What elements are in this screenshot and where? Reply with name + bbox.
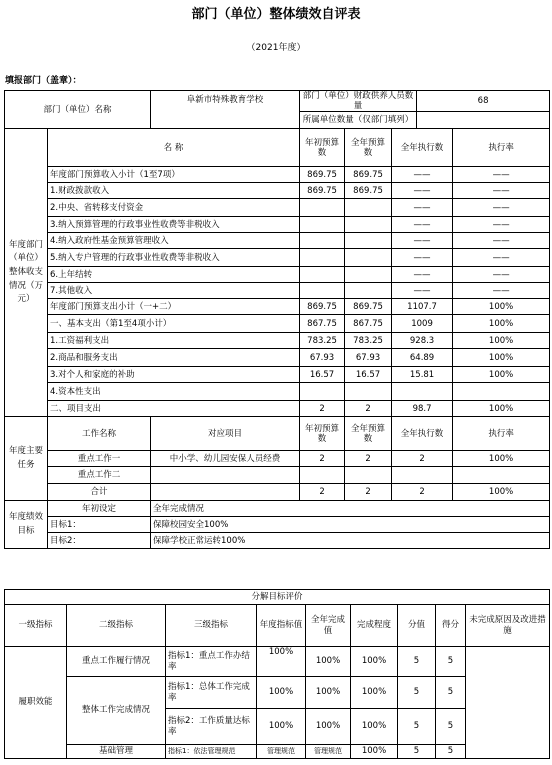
task-name: 重点工作二 (48, 467, 151, 484)
budget-row-initial (300, 383, 345, 401)
breakdown-reason (466, 647, 550, 759)
budget-row-actual: 64.89 (392, 349, 453, 367)
budget-row-actual: 98.7 (392, 401, 453, 417)
budget-row-rate: —— (453, 167, 550, 183)
table-row (5, 451, 550, 467)
breakdown-l2: 基础管理 (67, 745, 166, 759)
breakdown-target: 100% (257, 647, 306, 677)
table-row (5, 349, 550, 367)
task-initial: 2 (300, 451, 345, 467)
budget-col-rate: 执行率 (453, 129, 550, 167)
table-row (5, 283, 550, 299)
table-row (5, 249, 550, 267)
budget-row-actual: —— (392, 167, 453, 183)
table-row (5, 217, 550, 233)
budget-row-initial (300, 267, 345, 283)
breakdown-l3: 指标1：依法管理规范 (166, 745, 257, 759)
table-row (5, 484, 550, 501)
table-row (5, 647, 550, 677)
budget-row-actual: —— (392, 183, 453, 199)
goal-value: 保障校园安全100% (151, 517, 550, 533)
breakdown-target: 管理规范 (257, 745, 306, 759)
table-row (5, 517, 550, 533)
page-title: 部门（单位）整体绩效自评表 (191, 7, 361, 22)
table-row (5, 315, 550, 333)
budget-col-initial: 年初预算数 (300, 129, 345, 167)
task-name: 重点工作一 (48, 451, 151, 467)
table-row (5, 333, 550, 349)
table-row (5, 401, 550, 417)
tasks-section-label: 年度主要任务 (5, 417, 48, 501)
task-actual (392, 467, 453, 484)
goals-col-set: 年初设定 (48, 501, 151, 517)
table-row (5, 383, 550, 401)
budget-row-initial: 869.75 (300, 299, 345, 315)
budget-row-actual (392, 383, 453, 401)
budget-row-actual: —— (392, 283, 453, 299)
staff-count-label: 部门（单位）财政供养人员数量 (300, 91, 417, 112)
breakdown-l3: 指标2：工作质量达标率 (166, 709, 257, 745)
breakdown-target: 100% (257, 677, 306, 709)
budget-row-full (345, 217, 392, 233)
budget-row-full (345, 249, 392, 267)
breakdown-got: 5 (436, 709, 466, 745)
budget-row-name: 4.纳入政府性基金预算管理收入 (48, 233, 300, 249)
budget-row-name: 3.对个人和家庭的补助 (48, 367, 300, 383)
breakdown-got: 5 (436, 745, 466, 759)
budget-row-rate: 100% (453, 299, 550, 315)
breakdown-title: 分解目标评价 (5, 590, 550, 605)
task-total-initial: 2 (300, 484, 345, 501)
budget-row-initial (300, 199, 345, 217)
budget-row-rate: —— (453, 217, 550, 233)
task-rate: 100% (453, 451, 550, 467)
task-rate (453, 467, 550, 484)
table-row (5, 467, 550, 484)
tasks-col-rate: 执行率 (453, 417, 550, 451)
table-row (5, 199, 550, 217)
breakdown-done: 管理规范 (306, 745, 351, 759)
budget-row-name: 一、基本支出（第1至4项小计） (48, 315, 300, 333)
tasks-col-initial: 年初预算数 (300, 417, 345, 451)
breakdown-score: 5 (398, 677, 436, 709)
sub-unit-label: 所属单位数量（仅部门填列） (300, 112, 417, 129)
budget-row-name: 5.纳入专户管理的行政事业性收费等非税收入 (48, 249, 300, 267)
budget-row-name: 7.其他收入 (48, 283, 300, 299)
breakdown-l3: 指标1：总体工作完成率 (166, 677, 257, 709)
budget-row-full (345, 267, 392, 283)
budget-row-rate: —— (453, 267, 550, 283)
breakdown-score: 5 (398, 709, 436, 745)
budget-row-actual: 15.81 (392, 367, 453, 383)
budget-col-actual: 全年执行数 (392, 129, 453, 167)
budget-row-rate: 100% (453, 367, 550, 383)
table-row (5, 183, 550, 199)
budget-row-initial (300, 249, 345, 267)
tasks-col-name: 工作名称 (48, 417, 151, 451)
breakdown-score: 5 (398, 647, 436, 677)
budget-row-full: 67.93 (345, 349, 392, 367)
goal-label: 目标1： (48, 517, 151, 533)
budget-row-rate: 100% (453, 349, 550, 367)
breakdown-col-target: 年度指标值 (257, 605, 306, 647)
budget-row-full: 867.75 (345, 315, 392, 333)
budget-row-rate: 100% (453, 333, 550, 349)
budget-row-initial (300, 233, 345, 249)
budget-row-actual: 1009 (392, 315, 453, 333)
goal-label: 目标2： (48, 533, 151, 549)
evaluation-table (4, 90, 550, 549)
budget-row-initial: 869.75 (300, 183, 345, 199)
breakdown-target: 100% (257, 709, 306, 745)
task-total-rate: 100% (453, 484, 550, 501)
table-row (5, 367, 550, 383)
breakdown-col-l2: 二级指标 (67, 605, 166, 647)
budget-row-name: 2.中央、省转移支付资金 (48, 199, 300, 217)
budget-row-name: 年度部门预算支出小计（一+二） (48, 299, 300, 315)
breakdown-l3: 指标1：重点工作办结率 (166, 647, 257, 677)
budget-row-initial (300, 283, 345, 299)
budget-row-rate (453, 383, 550, 401)
budget-row-initial: 783.25 (300, 333, 345, 349)
breakdown-degree: 100% (351, 709, 398, 745)
dept-name-label: 部门（单位）名称 (5, 91, 151, 129)
tasks-col-full: 全年预算数 (345, 417, 392, 451)
breakdown-degree: 100% (351, 745, 398, 759)
filler-label: 填报部门（盖章）： (5, 76, 82, 86)
budget-row-rate: 100% (453, 315, 550, 333)
breakdown-col-l3: 三级指标 (166, 605, 257, 647)
budget-row-name: 年度部门预算收入小计（1至7项） (48, 167, 300, 183)
budget-row-name: 4.资本性支出 (48, 383, 300, 401)
breakdown-col-done: 全年完成值 (306, 605, 351, 647)
breakdown-col-reason: 未完成原因及改进措施 (466, 605, 550, 647)
task-total-full: 2 (345, 484, 392, 501)
breakdown-done: 100% (306, 677, 351, 709)
budget-row-actual: —— (392, 217, 453, 233)
budget-row-full: 869.75 (345, 299, 392, 315)
breakdown-col-l1: 一级指标 (5, 605, 67, 647)
budget-row-initial (300, 217, 345, 233)
budget-row-initial: 16.57 (300, 367, 345, 383)
budget-row-full: 869.75 (345, 183, 392, 199)
task-actual: 2 (392, 451, 453, 467)
budget-row-actual: —— (392, 249, 453, 267)
budget-row-name: 1.财政拨款收入 (48, 183, 300, 199)
breakdown-col-got: 得分 (436, 605, 466, 647)
budget-row-name: 6.上年结转 (48, 267, 300, 283)
budget-row-rate: —— (453, 283, 550, 299)
budget-row-actual: 928.3 (392, 333, 453, 349)
task-initial (300, 467, 345, 484)
goal-value: 保障学校正常运转100% (151, 533, 550, 549)
budget-row-full: 16.57 (345, 367, 392, 383)
budget-row-full (345, 383, 392, 401)
budget-row-name: 1.工资福利支出 (48, 333, 300, 349)
task-total-project (151, 484, 300, 501)
budget-col-name: 名 称 (48, 129, 300, 167)
breakdown-degree: 100% (351, 677, 398, 709)
breakdown-got: 5 (436, 647, 466, 677)
staff-count-value: 68 (417, 91, 550, 112)
budget-row-initial: 867.75 (300, 315, 345, 333)
budget-row-actual: —— (392, 267, 453, 283)
sub-unit-value (417, 112, 550, 129)
task-full: 2 (345, 451, 392, 467)
goals-section-label: 年度绩效目标 (5, 501, 48, 549)
table-row (5, 233, 550, 249)
budget-row-full: 2 (345, 401, 392, 417)
budget-row-rate: —— (453, 183, 550, 199)
breakdown-done: 100% (306, 709, 351, 745)
breakdown-l1: 履职效能 (5, 647, 67, 759)
task-total-label: 合计 (48, 484, 151, 501)
breakdown-l2: 整体工作完成情况 (67, 677, 166, 745)
breakdown-table (4, 589, 550, 759)
budget-row-rate: —— (453, 249, 550, 267)
budget-col-full: 全年预算数 (345, 129, 392, 167)
budget-row-name: 2.商品和服务支出 (48, 349, 300, 367)
budget-row-actual: —— (392, 199, 453, 217)
task-total-actual: 2 (392, 484, 453, 501)
budget-row-name: 二、项目支出 (48, 401, 300, 417)
budget-row-rate: 100% (453, 401, 550, 417)
budget-row-rate: —— (453, 199, 550, 217)
task-project (151, 467, 300, 484)
breakdown-score: 5 (398, 745, 436, 759)
budget-row-full (345, 233, 392, 249)
task-project: 中小学、幼儿园安保人员经费 (151, 451, 300, 467)
table-row (5, 299, 550, 315)
budget-row-actual: —— (392, 233, 453, 249)
breakdown-done: 100% (306, 647, 351, 677)
table-row (5, 267, 550, 283)
report-year: （2021年度） (246, 43, 306, 53)
budget-row-initial: 67.93 (300, 349, 345, 367)
table-row (5, 167, 550, 183)
budget-row-rate: —— (453, 233, 550, 249)
breakdown-degree: 100% (351, 647, 398, 677)
budget-section-label: 年度部门（单位）整体收支情况（万元） (5, 129, 48, 417)
budget-row-full: 783.25 (345, 333, 392, 349)
tasks-col-project: 对应项目 (151, 417, 300, 451)
breakdown-got: 5 (436, 677, 466, 709)
budget-row-initial: 869.75 (300, 167, 345, 183)
breakdown-col-degree: 完成程度 (351, 605, 398, 647)
task-full (345, 467, 392, 484)
budget-row-full (345, 199, 392, 217)
goals-col-done: 全年完成情况 (151, 501, 550, 517)
budget-row-initial: 2 (300, 401, 345, 417)
budget-row-name: 3.纳入预算管理的行政事业性收费等非税收入 (48, 217, 300, 233)
budget-row-actual: 1107.7 (392, 299, 453, 315)
table-row (5, 533, 550, 549)
tasks-col-actual: 全年执行数 (392, 417, 453, 451)
budget-row-full: 869.75 (345, 167, 392, 183)
breakdown-col-score: 分值 (398, 605, 436, 647)
breakdown-l2: 重点工作履行情况 (67, 647, 166, 677)
dept-name-value: 阜新市特殊教育学校 (151, 91, 300, 129)
budget-row-full (345, 283, 392, 299)
